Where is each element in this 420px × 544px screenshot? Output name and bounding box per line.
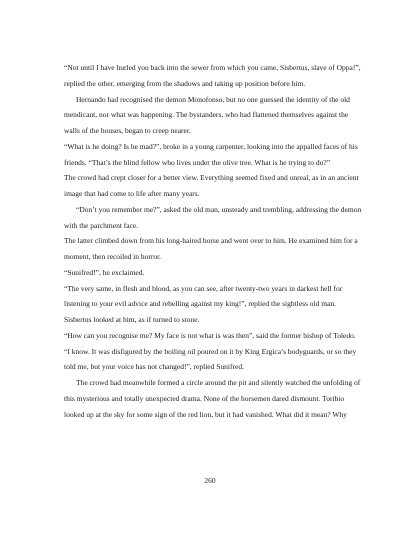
paragraph: “I know. It was disfigured by the boiling oil poured on it by King Ergica’s bodyguards, or so they told me, but your voice has not changed!”, replied Sunifred.	[64, 346, 357, 372]
paragraph: The latter climbed down from his long-haired horse and went over to him. He examined him for a moment, then recoiled in horror.	[64, 236, 358, 261]
body-text	[64, 60, 364, 422]
paragraph: The crowd had crept closer for a better view. Everything seemed fixed and unreal, as in an ancient image that had come to life after many years.	[64, 173, 359, 198]
paragraph: “Sunifred!”, he exclaimed.	[64, 267, 145, 277]
paragraph: The crowd had meanwhile formed a circle around the pit and silently watched the unfolding of this mysterious and totally unexpected drama. None of the horsemen dared dismount. Toribio looked up at the sky for some sign of the red lion, but it had vanished. What did it mean? Why	[64, 378, 361, 419]
paragraph: Sisbertus looked at him, as if turned to stone.	[64, 315, 200, 324]
paragraph: “Don’t you remember me?”, asked the old man, unsteady and trembling, addressing the demon with the parchment face.	[64, 204, 362, 230]
paragraph: “What is he doing? Is he mad?”, broke in a young carpenter, looking into the appalled faces of his friends. “That’s the blind fellow who lives under the olive tree. What is he trying to do?”	[64, 141, 358, 167]
paragraph: Hernando had recognised the demon Monofonso, but no one guessed the identity of the old mendicant, nor what was happening. The bystanders, who had flattened themselves against the walls of the houses, began to creep nearer.	[64, 94, 350, 135]
paragraph: “How can you recognise me? My face is not what is was then”, said the former bishop of Toledo.	[64, 330, 356, 340]
paragraph: “The very same, in flesh and blood, as you can see, after twenty-two years in darkest hell for listening to your evil advice and rebelling against my king!”, replied the sightless old man.	[64, 283, 343, 309]
page-number: 260	[204, 476, 216, 485]
paragraph: “Not until I have hurled you back into the sewer from which you came, Sisbertus, slave of Oppa!”, replied the other, emerging from the shadows and taking up position before him.	[64, 63, 361, 88]
